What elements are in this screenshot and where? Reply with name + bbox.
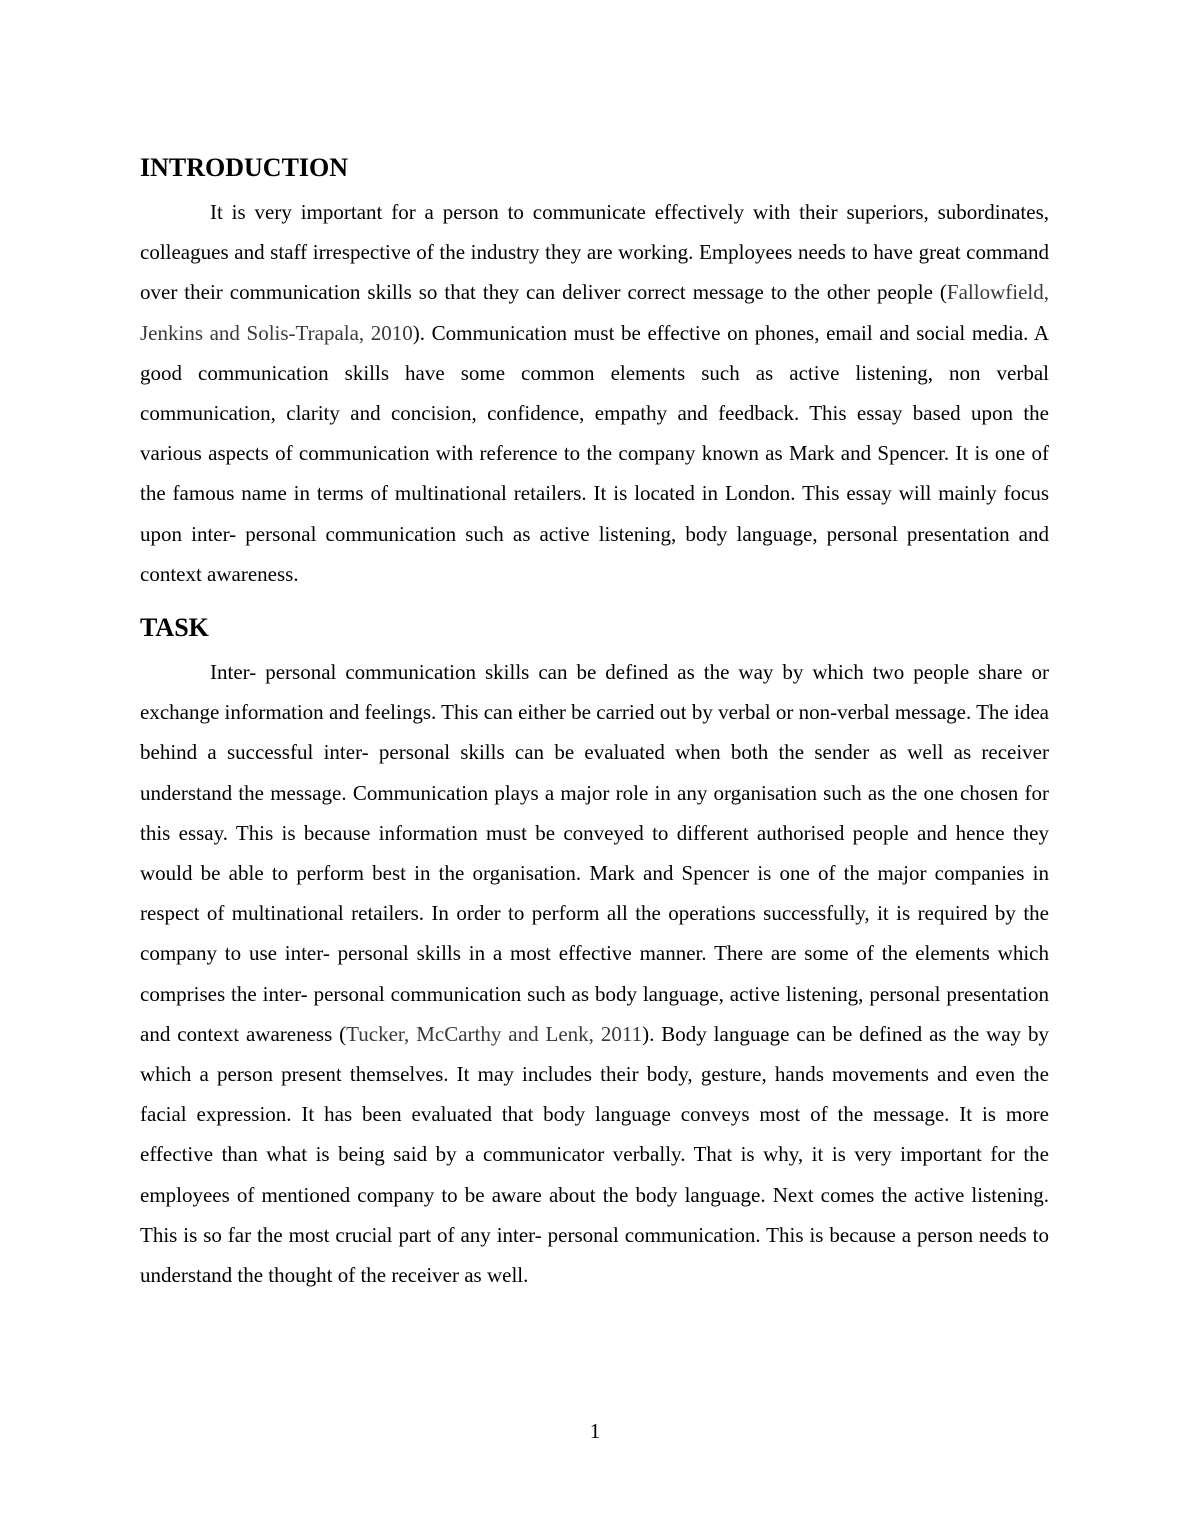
citation-tucker: Tucker, McCarthy and Lenk, 2011 bbox=[346, 1021, 643, 1046]
introduction-text-end: ). Communication must be effective on phones, email and social media. A good communication skills have some common elements such as active listening, non verbal communication, clarity and concision, confidence, empathy and feedback. This essay based upon the various aspects of communication with reference to the company known as Mark and Spencer. It is one of the famous name in terms of multinational retailers. It is located in London. This essay will mainly focus upon inter- personal communication such as active listening, body language, personal presentation and context awareness. bbox=[140, 320, 1050, 586]
introduction-text-start: It is very important for a person to communicate effectively with their superiors, subordinates, colleagues and staff irrespective of the industry they are working. Employees needs to have great command over their communication skills so that they can deliver correct message to the other people ( bbox=[140, 200, 1049, 305]
citation-fallowfield: Fallowfield, Jenkins and Solis-Trapala, 2010 bbox=[140, 280, 1049, 345]
page-number: 1 bbox=[589, 1419, 601, 1443]
task-heading: TASK bbox=[140, 613, 209, 643]
task-paragraph bbox=[140, 652, 1049, 1295]
introduction-paragraph bbox=[140, 192, 1049, 594]
page-content bbox=[140, 150, 1049, 1295]
task-text-end: ). Body language can be defined as the way by which a person present themselves. It may includes their body, gesture, hands movements and even the facial expression. It has been evaluated that body language conveys most of the message. It is more effective than what is being said by a communicator verbally. That is why, it is very important for the employees of mentioned company to be aware about the body language. Next comes the active listening. This is so far the most crucial part of any inter- personal communication. This is because a person needs to understand the thought of the receiver as well. bbox=[140, 1021, 1049, 1288]
task-text-start: Inter- personal communication skills can be defined as the way by which two people share or exchange information and feelings. This can either be carried out by verbal or non-verbal message. The idea behind a successful inter- personal skills can be evaluated when both the sender as well as receiver understand the message. Communication plays a major role in any organisation such as the one chosen for this essay. This is because information must be conveyed to different authorised people and hence they would be able to perform best in the organisation. Mark and Spencer is one of the major companies in respect of multinational retailers. In order to perform all the operations successfully, it is required by the company to use inter- personal skills in a most effective manner. There are some of the elements which comprises the inter- personal communication such as body language, active listening, personal presentation and context awareness ( bbox=[140, 660, 1049, 1046]
introduction-heading: INTRODUCTION bbox=[140, 153, 349, 182]
